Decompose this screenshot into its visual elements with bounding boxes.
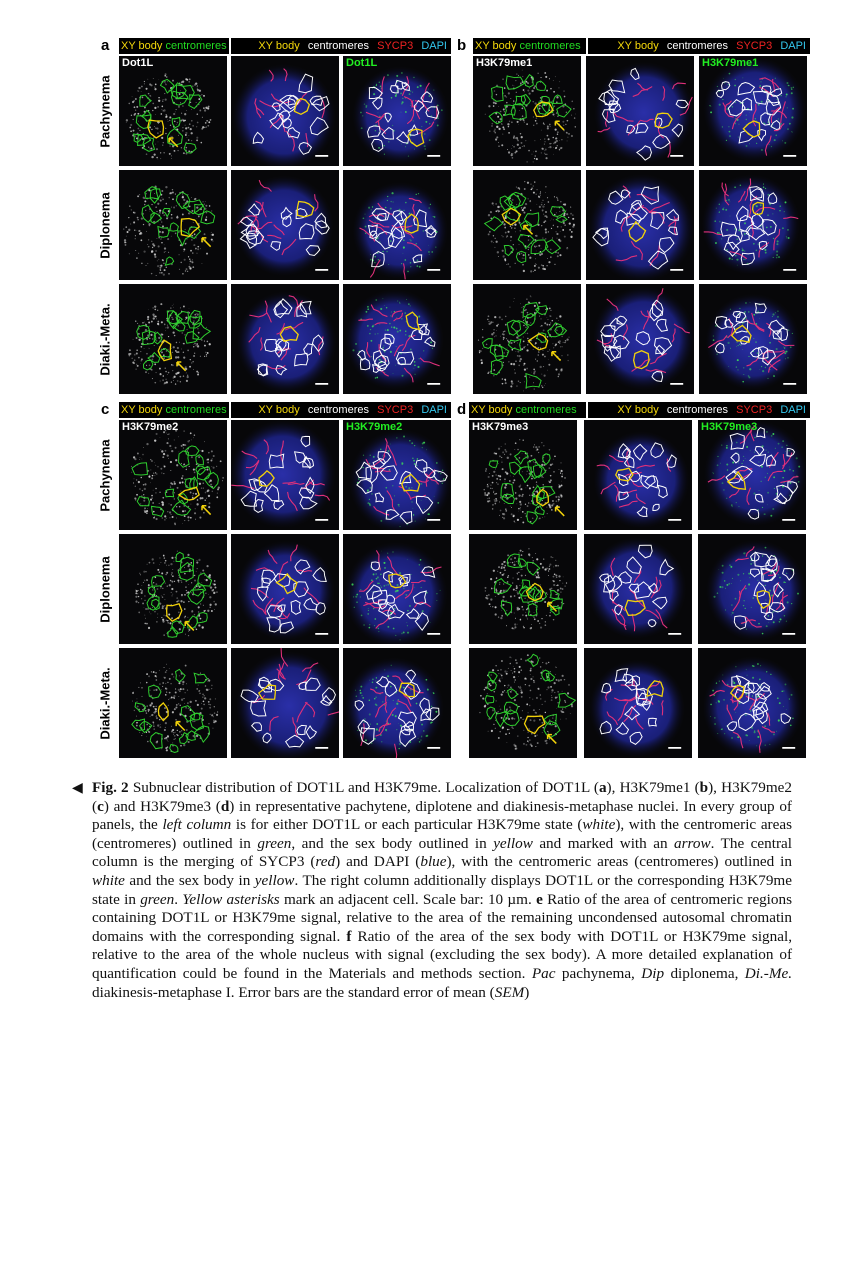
micrograph-tile (698, 648, 806, 758)
micrograph-tile (231, 648, 339, 758)
micrograph-tile (586, 284, 694, 394)
row-label-diaki-meta: Diaki.-Meta. (97, 302, 113, 376)
micrograph-tile (473, 170, 581, 280)
micrograph-tile (343, 284, 451, 394)
micrograph-tile (586, 56, 694, 166)
micrograph-tile (469, 534, 577, 644)
row-label-diplonema: Diplonema (97, 555, 113, 623)
micrograph-tile (231, 170, 339, 280)
marker-label: H3K79me1 (702, 57, 759, 69)
row-label-pachynema: Pachynema (97, 438, 113, 512)
micrograph-tile (473, 284, 581, 394)
marker-label: Dot1L (346, 57, 378, 69)
micrograph-tile (343, 420, 451, 530)
micrograph-tile (343, 534, 451, 644)
micrograph-tile (119, 56, 227, 166)
figure-caption: ◀ Fig. 2 Subnuclear distribution of DOT1L and H3K79me. Localization of DOT1L (a), H3K79me1 (b), H3K79me2 (c) and H3K79me3 (d) in representative pachytene, diplotene and diakinesis-metaphase nuclei. In every group of panels, the left column is for either DOT1L or each particular H3K79me state (white), with the centromeric areas (centromeres) outlined in green, and the sex body outlined in yellow and marked with an arrow. The central column is the merging of SYCP3 (red) and DAPI (blue), with the centromeric areas (centromeres) outlined in white and the sex body in yellow. The right column additionally displays DOT1L or the corresponding H3K79me state in green. Yellow asterisks mark an adjacent cell. Scale bar: 10 µm. e Ratio of the area of centromeric regions containing DOT1L or H3K79me signal, relative to the area of the remaining uncondensed autosomal chromatin domains with the corresponding signal. f Ratio of the area of the sex body with DOT1L or H3K79me signal, relative to the area of the whole nucleus with signal (excluding the sex body). A more detailed explanation of quantification could be found in the Materials and methods section. Pac pachynema, Dip diplonema, Di.-Me. diakinesis-metaphase I. Error bars are the standard error of mean (SEM) (72, 779, 793, 1001)
micrograph-tile (231, 56, 339, 166)
caption-arrow-icon: ◀ (72, 781, 83, 796)
marker-label: H3K79me2 (346, 421, 403, 433)
header-right: XY body centromeres SYCP3 DAPI (588, 38, 810, 54)
micrograph-tile (231, 420, 339, 530)
micrograph-tile (119, 648, 227, 758)
micrograph-tile (119, 534, 227, 644)
micrograph-tile (473, 56, 581, 166)
micrograph-tile (699, 284, 807, 394)
micrograph-tile (698, 420, 806, 530)
header-left: XY body centromeres (469, 402, 586, 418)
micrograph-tile (119, 420, 227, 530)
micrograph-tile (469, 420, 577, 530)
marker-label: Dot1L (122, 57, 154, 69)
header-left: XY body centromeres (473, 38, 586, 54)
micrograph-tile (584, 420, 692, 530)
figure-2 (95, 38, 810, 760)
panel-letter: c (101, 401, 110, 418)
micrograph-tile (231, 534, 339, 644)
panel-letter: b (457, 37, 467, 54)
header-right: XY body centromeres SYCP3 DAPI (231, 38, 451, 54)
header-left: XY body centromeres (119, 402, 229, 418)
micrograph-tile (584, 534, 692, 644)
row-label-diaki-meta: Diaki.-Meta. (97, 666, 113, 740)
marker-label: H3K79me3 (472, 421, 529, 433)
micrograph-tile (584, 648, 692, 758)
row-label-diplonema: Diplonema (97, 191, 113, 259)
micrograph-tile (699, 56, 807, 166)
row-label-pachynema: Pachynema (97, 74, 113, 148)
marker-label: H3K79me3 (701, 421, 758, 433)
micrograph-tile (119, 284, 227, 394)
micrograph-tile (343, 170, 451, 280)
panel-letter: d (457, 401, 467, 418)
micrograph-tile (231, 284, 339, 394)
marker-label: H3K79me1 (476, 57, 533, 69)
micrograph-tile (586, 170, 694, 280)
marker-label: H3K79me2 (122, 421, 179, 433)
figure-label: Fig. 2 (92, 779, 129, 796)
micrograph-tile (343, 648, 451, 758)
header-left: XY body centromeres (119, 38, 229, 54)
header-right: XY body centromeres SYCP3 DAPI (231, 402, 451, 418)
micrograph-tile (699, 170, 807, 280)
micrograph-tile (469, 648, 577, 758)
micrograph-tile (119, 170, 227, 280)
header-right: XY body centromeres SYCP3 DAPI (588, 402, 810, 418)
panel-letter: a (101, 37, 110, 54)
micrograph-tile (698, 534, 806, 644)
micrograph-tile (343, 56, 451, 166)
